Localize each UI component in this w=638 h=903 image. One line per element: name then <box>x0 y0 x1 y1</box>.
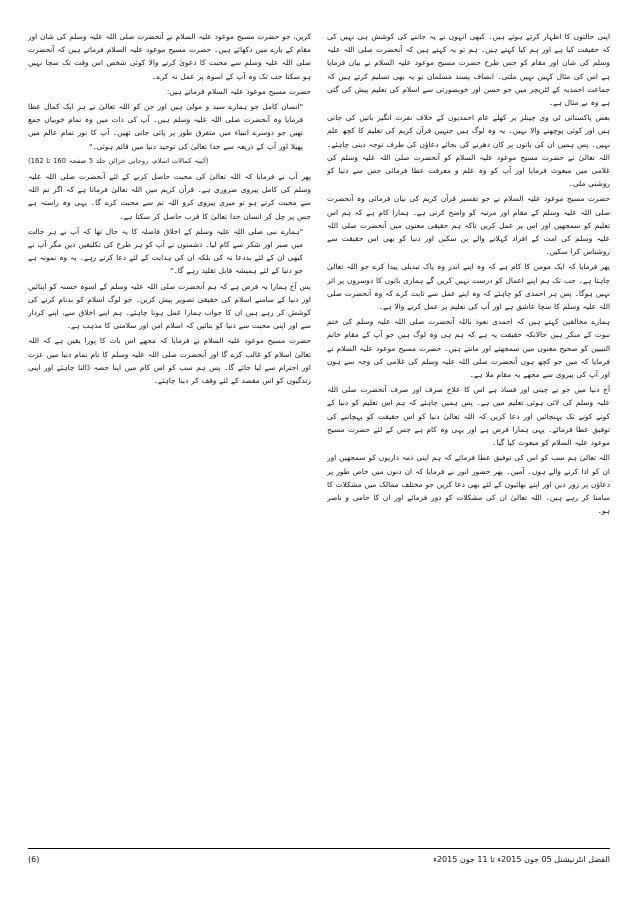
paragraph: پس آج ہمارا یہ فرض ہے کہ ہم آنحضرت صلی اللہ علیہ وسلم کے اسوہ حسنہ کو اپنائیں اور دنیا کے سامنے اسلام کی حقیقی تصویر پیش کریں۔ جو لوگ اسلام کو بدنام کرنے کی کوشش کر رہے ہیں ان کا جواب ہمارا عمل ہونا چاہئے۔ ہم اپنے اخلاق سے، اپنے کردار سے اور اپنی محبت سے دنیا کو بتائیں کہ اسلام امن اور سلامتی کا مذہب ہے۔ <box>28 281 311 331</box>
paragraph: کریں، جو حضرت مسیح موعود علیہ السلام نے آنحضرت صلی اللہ علیہ وسلم کی شان اور مقام کے بارے میں دکھائے ہیں۔ حضرت مسیح موعود علیہ السلام فرماتے ہیں کہ آنحضرت صلی اللہ علیہ وسلم سے محبت کا دعویٰ کرنے والا کوئی شخص اس وقت تک سچا نہیں ہو سکتا جب تک وہ آپ کے اسوہ پر عمل نہ کرے۔ <box>28 32 311 81</box>
quotation: "انسان کامل جو ہمارے سید و مولیٰ ہیں اور جن کو اللہ تعالیٰ نے ہر ایک کمال عطا فرمایا وہ آنحضرت صلی اللہ علیہ وسلم ہیں۔ آپ کی ذات میں وہ تمام خوبیاں جمع تھیں جو دوسرے انبیاء میں متفرق طور پر پائی جاتی تھیں۔ آپ کا نور تمام عالم میں پھیلا اور آپ کے ذریعہ سے خدا تعالیٰ کی توحید دنیا میں قائم ہوئی۔" <box>28 102 303 151</box>
column-left <box>28 30 311 838</box>
paragraph: حضرت مسیح موعود علیہ السلام نے جو تفسیر قرآن کریم کی بیان فرمائی وہ آنحضرت صلی اللہ علیہ وسلم کے مقام اور مرتبہ کو واضح کرتی ہے۔ ہمارا کام ہے کہ ہم اس تعلیم کو سمجھیں اور اس پر عمل کریں تاکہ ہم حقیقی معنوں میں آنحضرت صلی اللہ علیہ وسلم کی امت کے افراد کہلانے والے بن سکیں اور دنیا کو بھی اس حقیقت سے روشناس کرا سکیں۔ <box>327 194 610 257</box>
paragraph: ہمارے مخالفین کہتے ہیں کہ احمدی نعوذ باللہ آنحضرت صلی اللہ علیہ وسلم کی ختم نبوت کے منکر ہیں حالانکہ حقیقت یہ ہے کہ ہم ہی وہ لوگ ہیں جو آپ کے مقام خاتم النبیین کو صحیح معنوں میں سمجھتے اور مانتے ہیں۔ حضرت مسیح موعود علیہ السلام نے فرمایا کہ میں جو کچھ ہوں آنحضرت صلی اللہ علیہ وسلم کی غلامی کی وجہ سے ہوں اور آپ کی پیروی سے مجھے یہ مقام ملا ہے۔ <box>327 317 610 380</box>
issue-line: الفضل انٹرنیشنل 05 جون 2015ء تا 11 جون 2015ء <box>433 854 610 864</box>
text-columns <box>28 30 610 838</box>
column-right <box>327 30 610 838</box>
paragraph: اللہ تعالیٰ ہم سب کو اس کی توفیق عطا فرمائے کہ ہم اپنی ذمہ داریوں کو سمجھیں اور ان کو ادا کرنے والے ہوں۔ آمین۔ پھر حضور انور نے فرمایا کہ ان دنوں میں خاص طور پر دعاؤں پر زور دیں اور اپنے بھائیوں کے لئے بھی دعا کریں جو مختلف ممالک میں مشکلات کا سامنا کر رہے ہیں۔ اللہ تعالیٰ ان کی مشکلات کو دور فرمائے اور ان کا حامی و ناصر ہو۔ <box>327 453 610 516</box>
quotation: "ہمارے نبی صلی اللہ علیہ وسلم کے اخلاق فاضلہ کا یہ حال تھا کہ آپ نے ہر حالت میں صبر اور شکر سے کام لیا۔ دشمنوں نے آپ کو ہر طرح کی تکلیفیں دیں مگر آپ نے کبھی ان کے لئے بددعا نہ کی بلکہ ان کی ہدایت کے لئے دعا کرتے رہے۔ یہ وہ نمونہ ہے جو دنیا کے لئے ہمیشہ قابل تقلید رہے گا۔" <box>28 226 303 276</box>
paragraph: اپنی حالتوں کا اظہار کرتے ہوئے ہیں۔ کبھی انہوں نے یہ جاننے کی کوشش ہی نہیں کی کہ حقیقت کیا ہے اور ہم کیا کہتے ہیں۔ ہم تو یہ کہتے ہیں کہ آنحضرت صلی اللہ علیہ وسلم کی شان اور مقام کو جس طرح حضرت مسیح موعود علیہ السلام نے بیان فرمایا ہے اس کی مثال کہیں نہیں ملتی۔ انصاف پسند مسلمان تو یہ بھی تسلیم کرتے ہیں کہ جماعت احمدیہ کے لٹریچر میں جو حسن اور خوبصورتی سے اسلام کی تعلیم پیش کی گئی ہے وہ بے مثال ہے۔ <box>327 32 610 108</box>
paragraph: پھر آپ نے فرمایا کہ اللہ تعالیٰ کی محبت حاصل کرنے کے لئے آنحضرت صلی اللہ علیہ وسلم کی کامل پیروی ضروری ہے۔ قرآن کریم میں اللہ تعالیٰ فرماتا ہے کہ اگر تم اللہ سے محبت کرتے ہو تو میری پیروی کرو اللہ تم سے محبت کرے گا۔ یہی وہ راستہ ہے جس پر چل کر انسان خدا تعالیٰ کا قرب حاصل کر سکتا ہے۔ <box>28 172 311 221</box>
paragraph: حضرت مسیح موعود علیہ السلام نے فرمایا کہ مجھے اس بات کا پورا یقین ہے کہ اللہ تعالیٰ اسلام کو غالب کرے گا اور آنحضرت صلی اللہ علیہ وسلم کا نام تمام دنیا میں عزت اور احترام سے لیا جائے گا۔ پس ہم سب کو اس کام میں اپنا حصہ ڈالنا چاہئے اور اپنی زندگیوں کو اس مقصد کے لئے وقف کر دینا چاہئے۔ <box>28 336 311 386</box>
paragraph: بعض پاکستانی ٹی وی چینلز پر کھلے عام احمدیوں کے خلاف نفرت انگیز باتیں کی جاتی ہیں اور کوئی پوچھنے والا نہیں۔ یہ وہ لوگ ہیں جنہیں قرآن کریم کی تعلیم کا کچھ علم نہیں۔ پس ہمیں ان کی باتوں پر کان دھرنے کی بجائے دعاؤں کی طرف توجہ دینی چاہئے۔ اللہ تعالیٰ نے حضرت مسیح موعود علیہ السلام کو آنحضرت صلی اللہ علیہ وسلم کی غلامی میں مبعوث فرمایا اور آپ کو وہ علم و معرفت عطا فرمائی جس سے دنیا کو روشنی ملی۔ <box>327 113 610 189</box>
paragraph: پھر فرمایا کہ ایک مومن کا کام ہے کہ وہ اپنے اندر وہ پاک تبدیلی پیدا کرے جو اللہ تعالیٰ چاہتا ہے۔ جب تک ہم اپنے اعمال کو درست نہیں کریں گے ہماری باتوں کا دوسروں پر اثر نہیں ہوگا۔ پس ہر احمدی کو چاہئے کہ وہ اپنے عمل سے ثابت کرے کہ وہ آنحضرت صلی اللہ علیہ وسلم کا سچا عاشق ہے اور آپ کی تعلیم پر عمل کرنے والا ہے۔ <box>327 262 610 312</box>
page-footer <box>28 848 610 869</box>
paragraph: حضرت مسیح موعود علیہ السلام فرماتے ہیں: <box>166 86 311 96</box>
page-number: (6) <box>28 854 40 864</box>
reference-citation: (آئینہ کمالات اسلام، روحانی خزائن جلد 5 صفحہ 160 تا 162) <box>28 156 209 165</box>
paragraph: آج دنیا میں جو بے چینی اور فساد ہے اس کا علاج صرف اور صرف آنحضرت صلی اللہ علیہ وسلم کی لائی ہوئی تعلیم میں ہے۔ پس ہمیں چاہئے کہ ہم اس تعلیم کو دنیا کے کونے کونے تک پہنچائیں اور دعا کریں کہ اللہ تعالیٰ دنیا کو اس حقیقت کو پہچاننے کی توفیق عطا فرمائے۔ یہی ہمارا فرض ہے اور یہی وہ کام ہے جس کے لئے حضرت مسیح موعود علیہ السلام کو مبعوث کیا گیا۔ <box>327 385 610 448</box>
